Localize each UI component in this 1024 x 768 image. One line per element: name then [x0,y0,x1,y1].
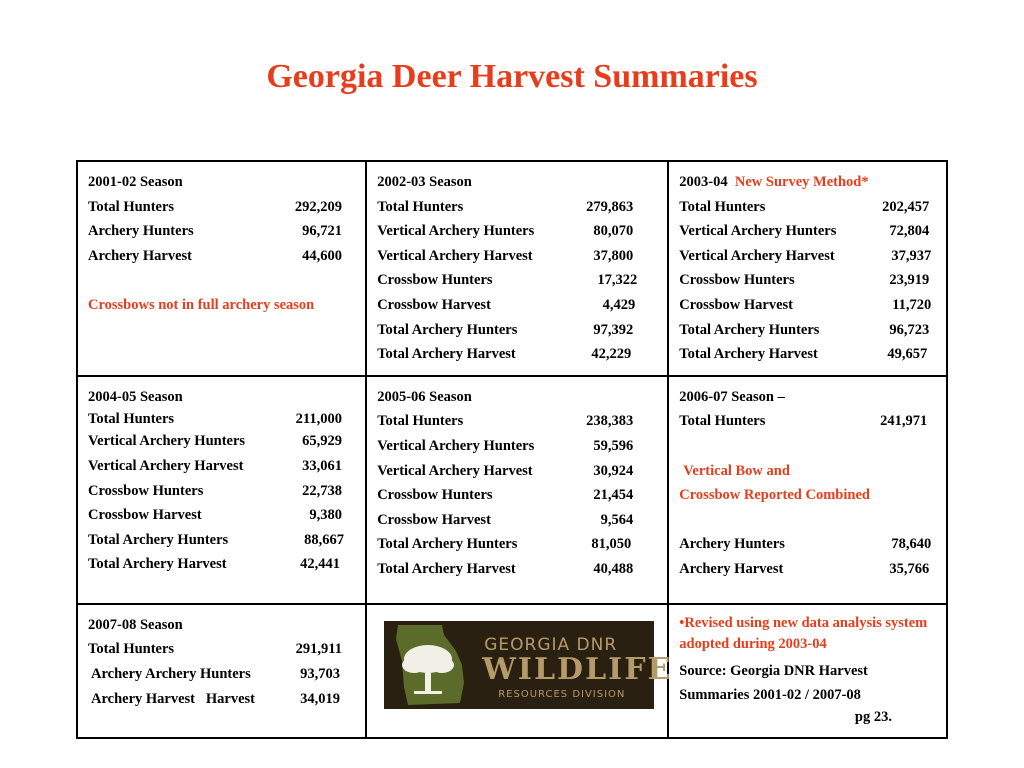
stat-value: 11,720 [892,296,932,313]
stat-label: Crossbow Harvest [377,296,491,313]
cell-logo [366,604,673,738]
stat-value: 30,924 [593,462,634,479]
season-label: 2007-08 Season [88,616,183,633]
stat-row [377,409,661,434]
stat-row [88,195,359,220]
stat-label: Vertical Archery Harvest [679,247,835,264]
crossbow-note: Crossbows not in full archery season [88,296,315,313]
cell-2003-04 [668,161,947,376]
stat-row [377,557,661,582]
stat-label: Vertical Archery Hunters [377,437,535,454]
stat-label: Total Archery Hunters [377,321,518,338]
stat-label: Total Hunters [88,198,175,215]
stat-value: 88,667 [304,531,344,548]
stat-row [377,219,661,244]
stat-value: 9,380 [309,507,342,524]
stat-label: Archery Harvest [88,247,193,264]
stat-value: 78,640 [891,536,932,553]
stat-value: 241,971 [880,413,928,430]
stat-value: 81,050 [591,536,632,553]
stat-value: 72,804 [889,223,930,240]
stat-row [88,479,359,504]
stat-label: Total Hunters [679,198,766,215]
stat-label: Total Hunters [88,411,175,428]
stat-label: Archery Hunters [88,223,194,240]
cell-2001-02 [77,161,366,376]
season-label: 2006-07 Season – [679,388,785,405]
stat-label: Total Archery Harvest [377,560,516,577]
new-method-note: New Survey Method* [734,174,869,190]
stat-row [377,483,661,508]
stat-value: 22,738 [302,482,342,499]
stat-label: Total Archery Hunters [377,536,518,553]
stat-value: 4,429 [602,296,636,313]
georgia-dnr-wildlife-logo [384,621,673,709]
stat-row [377,342,661,367]
stat-label: Total Archery Hunters [88,531,229,548]
stat-value: 279,863 [586,198,634,215]
stat-row [88,219,359,244]
stat-label: Crossbow Harvest [88,507,202,524]
stat-value: 42,441 [300,556,340,573]
stat-row [377,244,661,269]
stat-label: Vertical Archery Hunters [88,433,246,450]
stat-value: 17,322 [597,272,638,289]
stat-row [377,318,661,343]
season-label: 2001-02 Season [88,174,183,190]
page-title: Georgia Deer Harvest Summaries [266,58,758,95]
stat-label: Archery Harvest [679,560,784,577]
stat-value: 9,564 [600,511,634,528]
source-note: Source: Georgia DNR Harvest Summaries 2001-02 / 2007-08 [679,662,868,703]
stat-row [88,687,359,712]
stat-value: 33,061 [302,457,342,474]
stat-row [377,434,661,459]
stat-value: 202,457 [882,198,930,215]
stat-value: 35,766 [889,560,930,577]
stat-row [377,195,661,220]
table-row [77,161,947,376]
stat-row [679,318,940,343]
stat-value: 37,800 [593,247,634,264]
stat-value: 80,070 [593,223,634,240]
combined-note-line2: Crossbow Reported Combined [679,487,870,504]
stat-row [377,508,661,533]
stat-row [88,503,359,528]
stat-row [88,454,359,479]
stat-label: Vertical Archery Hunters [679,223,837,240]
logo-line2: WILDLIFE [482,651,673,687]
revised-note: •Revised using new data analysis system adopted during 2003-04 [679,614,928,652]
stat-label: Total Archery Harvest [377,346,516,363]
stat-value: 42,229 [591,346,632,363]
stat-label: Archery Archery Hunters [91,665,251,682]
stat-label: Crossbow Hunters [679,272,795,289]
stat-value: 291,911 [295,641,342,658]
stat-row [88,429,359,454]
season-label: 2005-06 Season [377,388,472,405]
stat-label: Crossbow Harvest [679,296,793,313]
stat-value: 97,392 [593,321,634,338]
stat-row [377,532,661,557]
stat-value: 211,000 [295,411,342,428]
cell-2002-03 [366,161,668,376]
season-label: 2003-04 [679,174,728,190]
stat-row [88,528,359,553]
stat-label: Total Archery Hunters [679,321,820,338]
stat-label: Vertical Archery Hunters [377,223,535,240]
stat-value: 49,657 [887,346,928,363]
stat-value: 65,929 [302,433,342,450]
stat-value: 37,937 [891,247,932,264]
stat-label: Archery Hunters [679,536,785,553]
stat-row [679,244,940,269]
stat-value: 238,383 [586,413,634,430]
stat-label: Vertical Archery Harvest [377,462,533,479]
season-label: 2002-03 Season [377,174,472,190]
stat-value: 96,721 [302,223,342,240]
stat-row [679,195,940,220]
stat-label: Archery Harvest Harvest [91,690,256,707]
stat-value: 21,454 [593,487,634,504]
stat-row [377,459,661,484]
stat-value: 93,703 [300,665,340,682]
season-header [679,170,940,195]
stat-label: Total Archery Harvest [88,556,227,573]
combined-note-line1: Vertical Bow and [683,462,790,479]
stat-row [679,557,940,582]
stat-label: Crossbow Hunters [377,272,493,289]
cell-2007-08 [77,604,366,738]
stat-row [679,409,940,434]
cell-notes [668,604,947,738]
cell-2005-06 [366,376,668,604]
stat-value: 34,019 [300,690,340,707]
logo-line1: GEORGIA DNR [484,634,618,655]
page-number: pg 23. [854,708,892,725]
season-label: 2004-05 Season [88,388,183,405]
stat-value: 292,209 [294,198,342,215]
logo-line3: RESOURCES DIVISION [498,688,626,700]
stat-label: Vertical Archery Harvest [88,457,244,474]
stat-row [679,219,940,244]
stat-label: Total Archery Harvest [679,346,818,363]
stat-row [377,268,661,293]
stat-value: 40,488 [593,560,634,577]
stat-row [88,552,359,577]
table-row [77,604,947,738]
cell-2006-07 [668,376,947,604]
harvest-summary-table [76,160,948,739]
stat-label: Total Hunters [88,641,175,658]
stat-row [679,293,940,318]
table-row [77,376,947,604]
stat-label: Crossbow Harvest [377,511,491,528]
stat-row [679,342,940,367]
stat-row [679,532,940,557]
stat-row [88,409,359,429]
stat-value: 23,919 [889,272,930,289]
stat-label: Crossbow Hunters [377,487,493,504]
stat-value: 59,596 [593,437,634,454]
stat-value: 44,600 [302,247,342,264]
stat-row [679,268,940,293]
stat-row [377,293,661,318]
stat-label: Total Hunters [679,413,766,430]
cell-2004-05 [77,376,366,604]
stat-value: 96,723 [889,321,930,338]
stat-label: Crossbow Hunters [88,482,204,499]
stat-row [88,662,359,687]
stat-label: Total Hunters [377,413,464,430]
stat-row [88,637,359,662]
stat-row [88,244,359,269]
stat-label: Vertical Archery Harvest [377,247,533,264]
stat-label: Total Hunters [377,198,464,215]
